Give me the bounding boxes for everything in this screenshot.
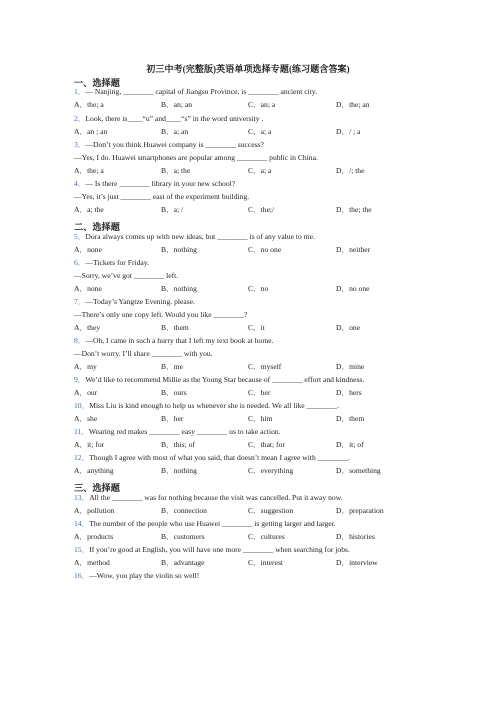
question-stem: Miss Liu is kind enough to help us whenever she is needed. We all like ________. xyxy=(89,401,339,410)
option-a: A．my xyxy=(74,362,97,371)
section-heading-3: 三、选择题 xyxy=(74,483,120,493)
question-stem: Though I agree with most of what you said, that doesn’t mean I agree with ________. xyxy=(89,453,350,462)
options-row xyxy=(74,532,434,541)
option-c: C．myself xyxy=(248,362,282,371)
option-c: C．no xyxy=(248,284,269,293)
option-d: D．interview xyxy=(336,558,378,567)
question-5 xyxy=(74,232,315,241)
option-d: D．the; an xyxy=(336,100,370,109)
option-a: A．the; a xyxy=(74,166,104,175)
options-row xyxy=(74,284,434,293)
question-15 xyxy=(74,545,350,554)
question-stem: —Wow, you play the violin so well! xyxy=(89,571,200,580)
option-c: C．no one xyxy=(248,245,282,254)
question-number: 12． xyxy=(74,453,90,462)
option-c: C．cultures xyxy=(248,532,285,541)
question-stem: —Oh, I came in such a hurry that I left my text book at home. xyxy=(85,336,274,345)
option-a: A．none xyxy=(74,245,102,254)
question-stem: Look, there is____“u” and____“s” in the word university . xyxy=(85,114,264,123)
option-a: A．none xyxy=(74,284,102,293)
question-stem: —Today’s Yangtze Evening. please. xyxy=(85,297,195,306)
question-number: 2． xyxy=(74,114,86,123)
option-d: D．the; the xyxy=(336,205,372,214)
question-9 xyxy=(74,375,364,384)
option-c: C．everything xyxy=(248,466,294,475)
option-c: C．her xyxy=(248,388,271,397)
question-8 xyxy=(74,336,274,345)
option-d: D．mine xyxy=(336,362,365,371)
option-a: A．she xyxy=(74,414,98,423)
options-row xyxy=(74,558,434,567)
question-number: 1． xyxy=(74,87,86,96)
option-a: A．it; for xyxy=(74,440,105,449)
question-6-line-2: —Sorry, we’ve got ________ left. xyxy=(74,271,179,280)
option-d: D．one xyxy=(336,323,361,332)
question-stem: Dora always comes up with new ideas, but ________ is of any value to me. xyxy=(85,232,315,241)
option-a: A．pollution xyxy=(74,506,115,515)
question-1 xyxy=(74,87,317,96)
option-d: D．/; the xyxy=(336,166,365,175)
question-stem: —Don’t you think Huawei company is ________ success? xyxy=(85,140,264,149)
question-number: 11． xyxy=(74,427,89,436)
option-c: C．it xyxy=(248,323,265,332)
question-stem: The number of the people who use Huawei ________ is getting larger and larger. xyxy=(89,519,336,528)
question-number: 8． xyxy=(74,336,86,345)
option-d: D．/ ; a xyxy=(336,127,361,136)
option-a: A．our xyxy=(74,388,98,397)
question-stem: We’d like to recommend Millie as the Young Star because of ________ effort and kindness. xyxy=(85,375,365,384)
option-b: B．advantage xyxy=(161,558,205,567)
option-a: A．products xyxy=(74,532,114,541)
options-row xyxy=(74,323,434,332)
question-11 xyxy=(74,427,281,436)
option-d: D．hers xyxy=(336,388,362,397)
question-stem: Wearing red makes ________ easy ________ us to take action. xyxy=(88,427,281,436)
section-heading-1: 一、选择题 xyxy=(74,78,120,88)
option-b: B．customers xyxy=(161,532,205,541)
question-stem: All the ________ was for nothing because the visit was cancelled. Put it away now. xyxy=(89,493,343,502)
option-a: A．they xyxy=(74,323,101,332)
option-b: B．ours xyxy=(161,388,187,397)
question-number: 7． xyxy=(74,297,86,306)
options-row xyxy=(74,205,434,214)
question-number: 4． xyxy=(74,179,86,188)
option-b: B．nothing xyxy=(161,466,197,475)
option-c: C．that; for xyxy=(248,440,285,449)
option-d: D．neither xyxy=(336,245,371,254)
option-b: B．this; of xyxy=(161,440,195,449)
option-d: D．it; of xyxy=(336,440,364,449)
options-row xyxy=(74,362,434,371)
option-d: D．something xyxy=(336,466,381,475)
option-c: C．suggestion xyxy=(248,506,294,515)
question-number: 10． xyxy=(74,401,90,410)
options-row xyxy=(74,166,434,175)
options-row xyxy=(74,127,434,136)
question-3 xyxy=(74,140,264,149)
option-b: B．connection xyxy=(161,506,207,515)
question-14 xyxy=(74,519,336,528)
question-number: 5． xyxy=(74,232,86,241)
option-c: C．a; a xyxy=(248,127,272,136)
option-d: D．histories xyxy=(336,532,375,541)
option-a: A．anything xyxy=(74,466,114,475)
question-number: 16． xyxy=(74,571,90,580)
option-d: D．preparation xyxy=(336,506,384,515)
option-c: C．a; a xyxy=(248,166,272,175)
question-6 xyxy=(74,258,149,267)
question-stem: If you’re good at English, you will have one more ________ when searching for jobs. xyxy=(89,545,350,554)
options-row xyxy=(74,440,434,449)
question-stem: — Nanjing, ________ capital of Jiangsu Province, is ________ ancient city. xyxy=(85,87,318,96)
option-a: A．an ; an xyxy=(74,127,108,136)
option-a: A．the; a xyxy=(74,100,104,109)
options-row xyxy=(74,414,434,423)
option-b: B．nothing xyxy=(161,284,197,293)
option-a: A．a; the xyxy=(74,205,104,214)
option-b: B．an; an xyxy=(161,100,193,109)
question-4-line-2: —Yes, it’s just ________ east of the experiment building. xyxy=(74,192,250,201)
options-row xyxy=(74,506,434,515)
question-number: 6． xyxy=(74,258,86,267)
question-number: 9． xyxy=(74,375,86,384)
question-13 xyxy=(74,493,343,502)
question-7-line-2: —There’s only one copy left. Would you like ________? xyxy=(74,310,248,319)
page-title: 初三中考(完整版)英语单项选择专题(练习题含答案) xyxy=(146,64,350,74)
question-number: 3． xyxy=(74,140,86,149)
question-16 xyxy=(74,571,199,580)
question-7 xyxy=(74,297,195,306)
option-a: A．method xyxy=(74,558,110,567)
question-2 xyxy=(74,114,263,123)
option-b: B．them xyxy=(161,323,189,332)
question-number: 13． xyxy=(74,493,90,502)
question-number: 15． xyxy=(74,545,90,554)
options-row xyxy=(74,388,434,397)
option-c: C．the;/ xyxy=(248,205,275,214)
option-d: D．them xyxy=(336,414,365,423)
option-d: D．no one xyxy=(336,284,370,293)
question-stem: —Tickets for Friday. xyxy=(85,258,149,267)
option-b: B．a; an xyxy=(161,127,189,136)
option-c: C．him xyxy=(248,414,273,423)
question-12 xyxy=(74,453,350,462)
option-c: C．interest xyxy=(248,558,284,567)
option-b: B．nothing xyxy=(161,245,197,254)
option-b: B．a; the xyxy=(161,166,191,175)
option-b: B．me xyxy=(161,362,183,371)
section-heading-2: 二、选择题 xyxy=(74,222,120,232)
options-row xyxy=(74,466,434,475)
question-number: 14． xyxy=(74,519,90,528)
options-row xyxy=(74,100,434,109)
question-8-line-2: —Don’t worry. I’ll share ________ with you. xyxy=(74,349,213,358)
question-10 xyxy=(74,401,339,410)
options-row xyxy=(74,245,434,254)
option-b: B．a; / xyxy=(161,205,184,214)
option-c: C．an; a xyxy=(248,100,276,109)
question-3-line-2: —Yes, I do. Huawei smartphones are popular among ________ public in China. xyxy=(74,153,318,162)
option-b: B．her xyxy=(161,414,184,423)
question-stem: — Is there ________ library in your new school? xyxy=(85,179,236,188)
question-4 xyxy=(74,179,235,188)
